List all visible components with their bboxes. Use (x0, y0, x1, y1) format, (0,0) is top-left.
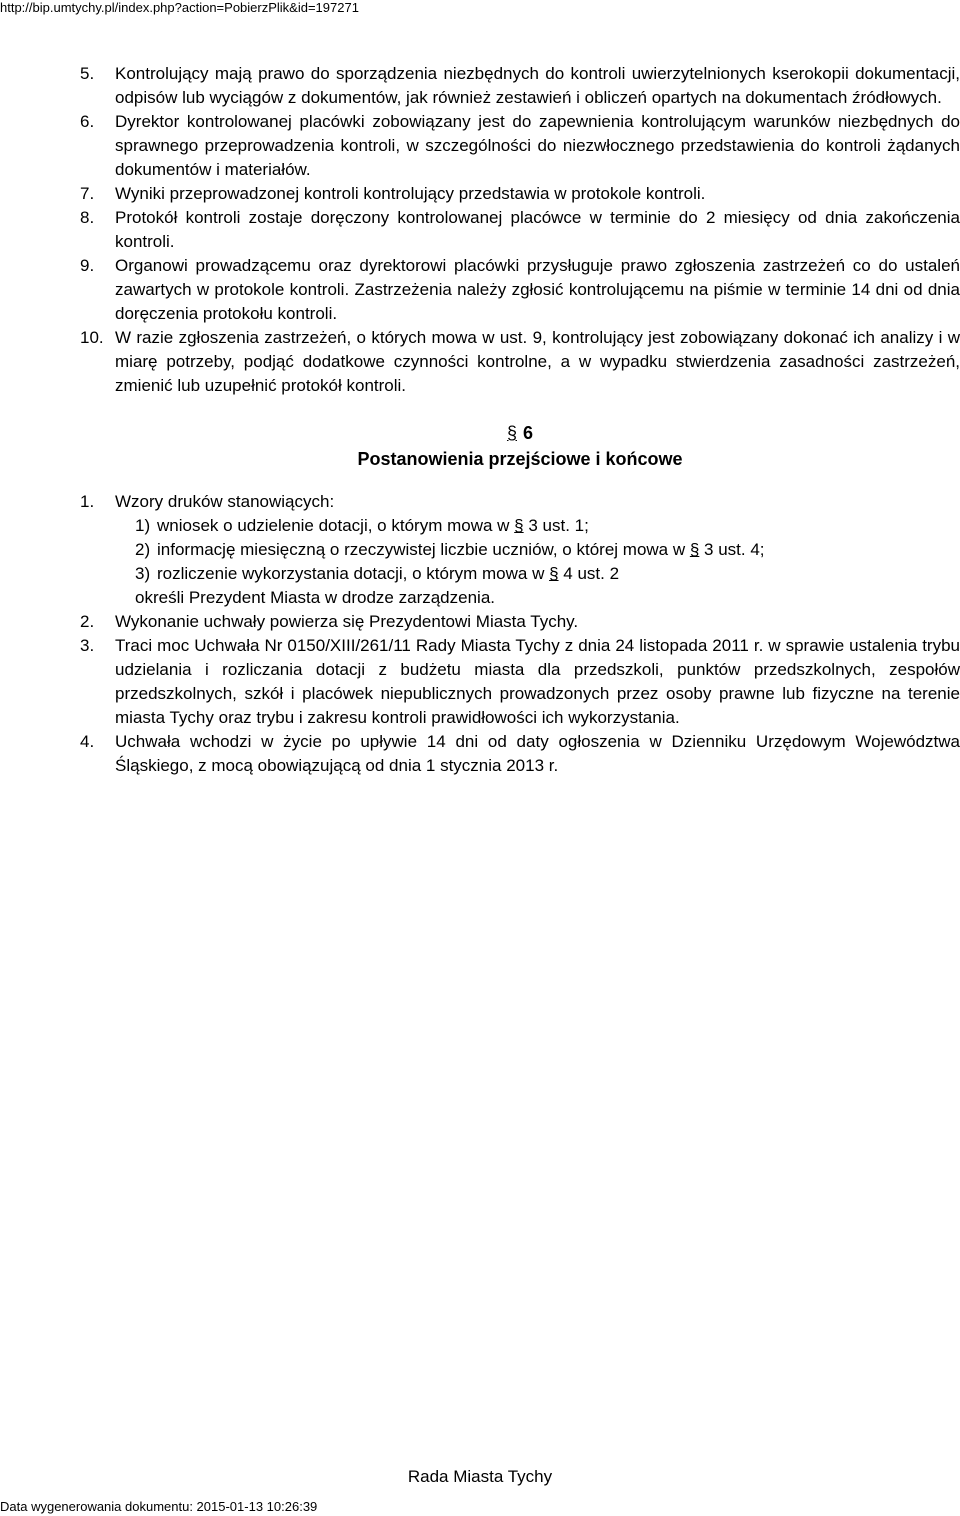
item-text: Uchwała wchodzi w życie po upływie 14 dni od daty ogłoszenia w Dzienniku Urzędowym Województwa Śląskiego, z mocą obowiązującą od dnia 1 stycznia 2013 r. (115, 732, 960, 775)
item-number: 3. (80, 636, 95, 655)
footer-generated-date: Data wygenerowania dokumentu: 2015-01-13 10:26:39 (0, 1499, 318, 1514)
section-heading (80, 420, 960, 472)
item-number: 6. (80, 112, 95, 131)
sub-item-text: rozliczenie wykorzystania dotacji, o którym mowa w § 4 ust. 2 (157, 564, 620, 583)
item-text: W razie zgłoszenia zastrzeżeń, o których mowa w ust. 9, kontrolujący jest zobowiązany dokonać ich analizy i w miarę potrzeby, podjąć dodatkowe czynności kontrolne, a w wypadku stwierdzenia zasadności zastrzeżeń, zmienić lub uzupełnić protokół kontroli. (115, 328, 960, 395)
item-number: 8. (80, 208, 95, 227)
sub-item-number: 2) (135, 540, 151, 559)
section-number: § 6 (506, 423, 534, 443)
item-text: Dyrektor kontrolowanej placówki zobowiązany jest do zapewnienia kontrolującym warunków niezbędnych do sprawnego przeprowadzenia kontroli, w szczególności do niezwłocznego przedstawienia do kontroli żądanych dokumentów i materiałów. (115, 112, 960, 179)
header-url: http://bip.umtychy.pl/index.php?action=PobierzPlik&id=197271 (0, 0, 359, 15)
sub-item-number: 1) (135, 516, 151, 535)
sub-item-3 (135, 562, 960, 586)
sub-item-2 (135, 538, 960, 562)
document-body (80, 62, 960, 778)
list-item-2 (80, 610, 960, 634)
footer-council-name: Rada Miasta Tychy (407, 1467, 553, 1486)
item-number: 1. (80, 492, 95, 511)
list-item-3 (80, 634, 960, 730)
list-item-9 (80, 254, 960, 326)
sub-item-text: informację miesięczną o rzeczywistej liczbie uczniów, o której mowa w § 3 ust. 4; (157, 540, 765, 559)
list-item-10 (80, 326, 960, 398)
list-item-7 (80, 182, 960, 206)
sub-item-1 (135, 514, 960, 538)
item-number: 10. (80, 328, 104, 347)
item-text: Protokół kontroli zostaje doręczony kontrolowanej placówce w terminie do 2 miesięcy od dnia zakończenia kontroli. (115, 208, 960, 251)
item-text: Wykonanie uchwały powierza się Prezydentowi Miasta Tychy. (115, 612, 579, 631)
item-number: 9. (80, 256, 95, 275)
item-number: 2. (80, 612, 95, 631)
list-item-1 (80, 490, 960, 514)
list-item-5 (80, 62, 960, 110)
item-number: 4. (80, 732, 95, 751)
sub-item-number: 3) (135, 564, 151, 583)
item-number: 5. (80, 64, 95, 83)
section-sign-icon: § (549, 564, 559, 583)
list-item-6 (80, 110, 960, 182)
sub-item-text: wniosek o udzielenie dotacji, o którym mowa w § 3 ust. 1; (157, 516, 589, 535)
item-text: Organowi prowadzącemu oraz dyrektorowi placówki przysługuje prawo zgłoszenia zastrzeżeń co do ustaleń zawartych w protokole kontroli. Zastrzeżenia należy zgłosić kontrolującemu na piśmie w terminie 14 dni od dnia doręczenia protokołu kontroli. (115, 256, 960, 323)
item-number: 7. (80, 184, 95, 203)
item-text: Traci moc Uchwała Nr 0150/XIII/261/11 Rady Miasta Tychy z dnia 24 listopada 2011 r. w sprawie ustalenia trybu udzielania i rozliczania dotacji z budżetu miasta dla przedszkoli, punktów przedszkolnych, zespołów przedszkolnych, szkół i placówek niepublicznych prowadzonych przez osoby prawne lub fizyczne na terenie miasta Tychy oraz trybu i zakresu kontroli prawidłowości ich wykorzystania. (115, 636, 960, 727)
section-sign-icon: § (506, 423, 517, 443)
section-sign-icon: § (689, 540, 700, 559)
section-sign-icon: § (514, 516, 524, 535)
section-title: Postanowienia przejściowe i końcowe (357, 449, 683, 469)
list-item-4 (80, 730, 960, 778)
item-text: Wyniki przeprowadzonej kontroli kontrolujący przedstawia w protokole kontroli. (115, 184, 706, 203)
sub-item-tail: określi Prezydent Miasta w drodze zarządzenia. (135, 588, 495, 607)
item-text: Kontrolujący mają prawo do sporządzenia niezbędnych do kontroli uwierzytelnionych kserokopii dokumentacji, odpisów lub wyciągów z dokumentów, jak również zestawień i obliczeń opartych na dokumentach źródłowych. (115, 64, 960, 107)
item-text: Wzory druków stanowiących: (115, 492, 335, 511)
list-item-8 (80, 206, 960, 254)
